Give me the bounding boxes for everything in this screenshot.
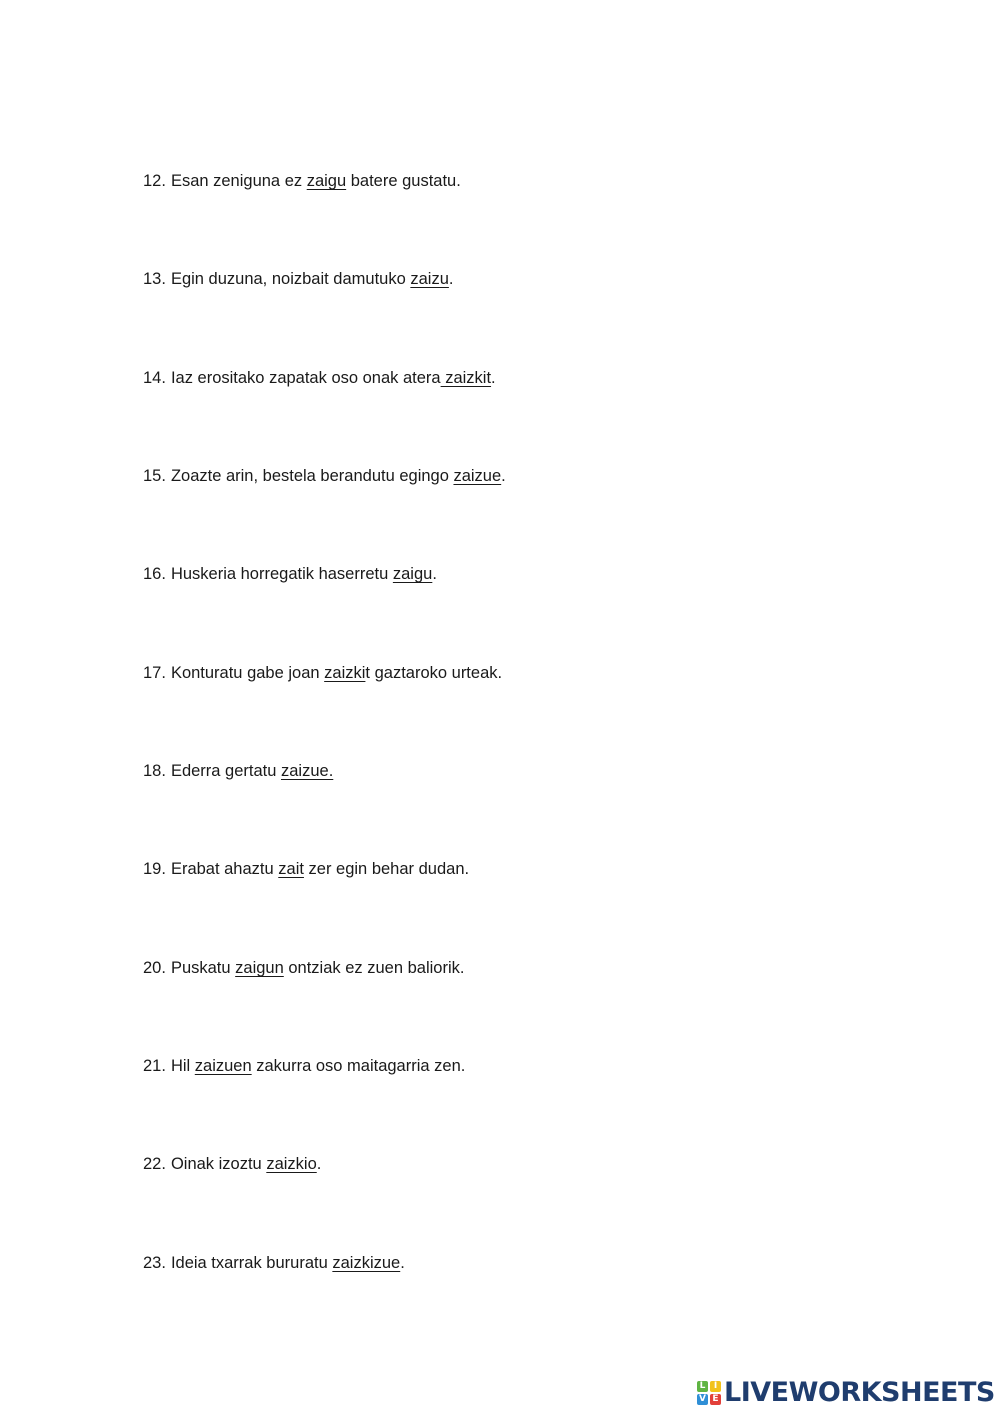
item-number: 13. bbox=[143, 270, 166, 288]
sentence-text: Huskeria horregatik haserretu bbox=[170, 565, 393, 583]
sentence-text: Hil bbox=[170, 1057, 195, 1075]
item-number: 14. bbox=[143, 369, 166, 387]
sentence-text: Zoazte arin, bestela berandutu egingo bbox=[170, 467, 454, 485]
underlined-verb: zaizkit bbox=[440, 369, 492, 387]
sentence-15 bbox=[143, 466, 506, 486]
underlined-verb: zaizkizue bbox=[332, 1254, 401, 1272]
sentence-text: . bbox=[316, 1155, 322, 1173]
item-number: 19. bbox=[143, 860, 166, 878]
logo-block-i: I bbox=[710, 1381, 721, 1392]
item-number: 20. bbox=[143, 959, 166, 977]
sentence-text: Ederra gertatu bbox=[170, 762, 281, 780]
underlined-verb: zaizu bbox=[410, 270, 449, 288]
logo-blocks-icon bbox=[697, 1381, 721, 1405]
underlined-verb: zaizue bbox=[453, 467, 502, 485]
item-number: 22. bbox=[143, 1155, 166, 1173]
underlined-verb: zaizue. bbox=[281, 762, 334, 780]
sentence-text: t gaztaroko urteak. bbox=[365, 664, 503, 682]
item-number: 16. bbox=[143, 565, 166, 583]
sentence-22 bbox=[143, 1154, 321, 1174]
sentence-text: . bbox=[400, 1254, 405, 1272]
item-number: 23. bbox=[143, 1254, 166, 1272]
sentence-text: ontziak ez zuen baliorik. bbox=[283, 959, 465, 977]
sentence-14 bbox=[143, 368, 496, 388]
sentence-text: . bbox=[501, 467, 506, 485]
underlined-verb: zaizki bbox=[324, 664, 366, 682]
sentence-text: batere gustatu. bbox=[346, 172, 461, 190]
sentence-text: . bbox=[432, 565, 437, 583]
underlined-verb: zaizkio bbox=[266, 1155, 317, 1173]
sentence-20 bbox=[143, 958, 464, 978]
item-number: 17. bbox=[143, 664, 166, 682]
sentence-text: . bbox=[448, 270, 454, 288]
sentence-text: zakurra oso maitagarria zen. bbox=[251, 1057, 466, 1075]
underlined-verb: zaigun bbox=[235, 959, 284, 977]
sentence-text: Puskatu bbox=[170, 959, 236, 977]
sentence-text: Egin duzuna, noizbait damutuko bbox=[170, 270, 411, 288]
sentence-text: Esan zeniguna ez bbox=[170, 172, 307, 190]
sentence-21 bbox=[143, 1056, 465, 1076]
sentence-18 bbox=[143, 761, 333, 781]
sentence-text: Konturatu gabe joan bbox=[170, 664, 325, 682]
item-number: 18. bbox=[143, 762, 166, 780]
liveworksheets-logo bbox=[697, 1379, 995, 1407]
sentence-text: Iaz erositako zapatak oso onak atera bbox=[170, 369, 441, 387]
sentence-13 bbox=[143, 269, 453, 289]
sentence-23 bbox=[143, 1253, 405, 1273]
underlined-verb: zaigu bbox=[392, 565, 433, 583]
sentence-text: . bbox=[491, 369, 496, 387]
logo-block-l: L bbox=[697, 1381, 708, 1392]
sentence-12 bbox=[143, 171, 461, 191]
sentence-text: zer egin behar dudan. bbox=[303, 860, 470, 878]
logo-block-v: V bbox=[697, 1394, 708, 1405]
underlined-verb: zait bbox=[278, 860, 304, 878]
sentence-19 bbox=[143, 859, 469, 879]
sentence-17 bbox=[143, 663, 502, 683]
item-number: 12. bbox=[143, 172, 166, 190]
item-number: 21. bbox=[143, 1057, 166, 1075]
sentence-text: Erabat ahaztu bbox=[170, 860, 279, 878]
sentence-text: Oinak izoztu bbox=[170, 1155, 267, 1173]
item-number: 15. bbox=[143, 467, 166, 485]
logo-block-e: E bbox=[710, 1394, 721, 1405]
underlined-verb: zaizuen bbox=[194, 1057, 252, 1075]
underlined-verb: zaigu bbox=[306, 172, 347, 190]
sentence-text: Ideia txarrak bururatu bbox=[170, 1254, 333, 1272]
sentence-16 bbox=[143, 564, 437, 584]
logo-text: LIVEWORKSHEETS bbox=[724, 1377, 995, 1408]
